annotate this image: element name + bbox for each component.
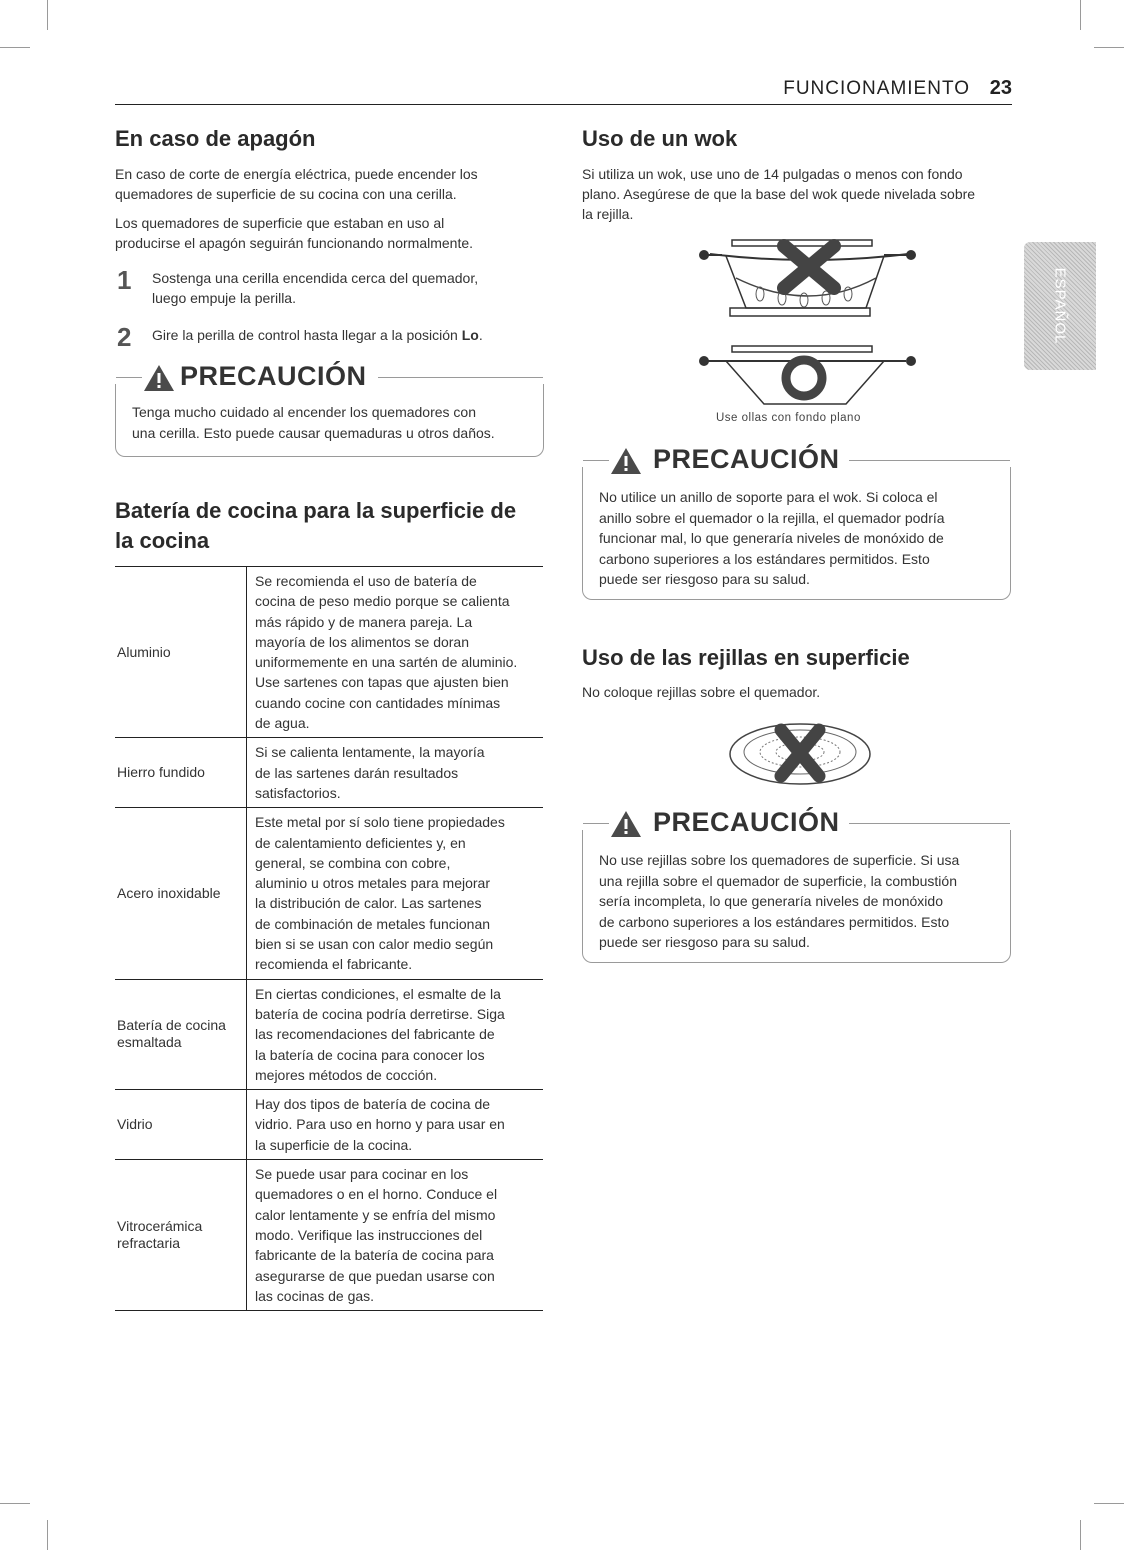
material-label-line: Aluminio bbox=[117, 643, 171, 660]
description-line: cocina de peso medio porque se calienta bbox=[255, 593, 510, 610]
step-text-end: . bbox=[478, 327, 483, 343]
description-line: la superficie de la cocina. bbox=[255, 1136, 413, 1153]
material-label bbox=[117, 1116, 153, 1133]
description-line: Se recomienda el uso de batería de bbox=[255, 573, 477, 589]
crop-mark bbox=[1080, 1520, 1081, 1550]
description-line: quemadores o en el horno. Conduce el bbox=[255, 1186, 498, 1203]
step-text-main: Gire la perilla de control hasta llegar a la posición bbox=[152, 327, 462, 343]
material-label bbox=[117, 885, 221, 902]
crop-mark bbox=[47, 0, 48, 30]
description-line: bien si se usan con calor medio según bbox=[255, 936, 494, 953]
description-line: general, se combina con cobre, bbox=[255, 854, 451, 871]
description-line: mejores métodos de cocción. bbox=[255, 1066, 438, 1083]
description-line: de combinación de metales funcionan bbox=[255, 915, 491, 932]
description-line: batería de cocina podría derretirse. Siga bbox=[255, 1005, 505, 1022]
cookware-title-line2: la cocina bbox=[115, 528, 210, 553]
description-line: las cocinas de gas. bbox=[255, 1287, 375, 1304]
table-cell-description bbox=[246, 1090, 543, 1159]
crop-mark bbox=[1094, 47, 1124, 48]
caution-text-line: anillo sobre el quemador o la rejilla, el quemador podría bbox=[599, 510, 945, 526]
crop-mark bbox=[1080, 0, 1081, 30]
table-cell-material bbox=[115, 808, 246, 978]
caution-header bbox=[116, 361, 543, 391]
wok-text-line2: plano. Asegúrese de que la base del wok quede nivelada sobre bbox=[582, 186, 976, 202]
description-line: vidrio. Para uso en horno y para usar en bbox=[255, 1116, 505, 1133]
crop-mark bbox=[0, 47, 30, 48]
power-outage-para1-line1: En caso de corte de energía eléctrica, puede encender los bbox=[115, 166, 478, 182]
caution-header bbox=[583, 444, 1010, 474]
table-cell-material bbox=[115, 1160, 246, 1310]
step-text bbox=[152, 325, 483, 345]
description-line: Se puede usar para cocinar en los bbox=[255, 1166, 469, 1183]
material-label bbox=[117, 764, 205, 781]
caution-rule bbox=[378, 377, 543, 378]
caution-text-line: No utilice un anillo de soporte para el wok. Si coloca el bbox=[599, 489, 938, 505]
description-line: Hay dos tipos de batería de cocina de bbox=[255, 1096, 491, 1113]
wok-title: Uso de un wok bbox=[582, 126, 738, 151]
warning-icon bbox=[610, 447, 642, 475]
cookware-title-line1: Batería de cocina para la superficie de bbox=[115, 498, 517, 523]
description-line: Si se calienta lentamente, la mayoría bbox=[255, 744, 485, 761]
material-label-line: Vidrio bbox=[117, 1116, 153, 1133]
caution-text-line: Tenga mucho cuidado al encender los quemadores con bbox=[132, 404, 477, 420]
table-cell-material bbox=[115, 567, 246, 737]
material-label-line: Acero inoxidable bbox=[117, 884, 221, 901]
caution-text-line: puede ser riesgoso para su salud. bbox=[599, 571, 810, 587]
description-line: asegurarse de que puedan usarse con bbox=[255, 1267, 495, 1284]
material-label-line: esmaltada bbox=[117, 1034, 182, 1051]
wok-text-line1: Si utiliza un wok, use uno de 14 pulgadas o menos con fondo bbox=[582, 166, 963, 182]
warning-icon bbox=[143, 364, 175, 392]
caution-rule bbox=[583, 460, 609, 461]
caution-rule bbox=[849, 460, 1010, 461]
caution-text-line: sería incompleta, lo que generaría niveles de monóxido bbox=[599, 893, 943, 909]
description-line: de agua. bbox=[255, 715, 310, 732]
material-label-line: Batería de cocina bbox=[117, 1017, 226, 1034]
caution-text-line: puede ser riesgoso para su salud. bbox=[599, 934, 810, 950]
crop-mark bbox=[1094, 1503, 1124, 1504]
grates-title: Uso de las rejillas en superficie bbox=[582, 645, 910, 670]
power-outage-para2-line1: Los quemadores de superficie que estaban en uso al bbox=[115, 215, 445, 231]
crop-mark bbox=[0, 1503, 30, 1504]
wok-flat-correct-illustration bbox=[696, 344, 922, 412]
description-line: modo. Verifique las instrucciones del bbox=[255, 1226, 483, 1243]
description-line: Este metal por sí solo tiene propiedades bbox=[255, 814, 505, 831]
material-label bbox=[117, 1218, 202, 1252]
step-text-line: Sostenga una cerilla encendida cerca del quemador, bbox=[152, 270, 479, 286]
table-cell-description bbox=[246, 808, 543, 978]
correct-o-icon bbox=[786, 360, 822, 396]
description-line: recomienda el fabricante. bbox=[255, 956, 413, 973]
table-row bbox=[115, 1159, 543, 1311]
caution-text-line: funcionar mal, lo que generaría niveles de monóxido de bbox=[599, 530, 944, 546]
step-number: 2 bbox=[117, 322, 132, 352]
crop-mark bbox=[47, 1520, 48, 1550]
description-line: En ciertas condiciones, el esmalte de la bbox=[255, 985, 501, 1002]
power-outage-para1-line2: quemadores de superficie de su cocina con una cerilla. bbox=[115, 186, 457, 202]
description-line: de calentamiento deficientes y, en bbox=[255, 834, 466, 851]
caution-text-line: una cerilla. Esto puede causar quemaduras u otros daños. bbox=[132, 425, 495, 441]
warning-icon bbox=[610, 810, 642, 838]
power-outage-para2-line2: producirse el apagón seguirán funcionando normalmente. bbox=[115, 235, 474, 251]
cookware-table bbox=[115, 566, 543, 1311]
material-label-line: Vitrocerámica bbox=[117, 1218, 203, 1235]
table-row bbox=[115, 737, 543, 807]
description-line: las recomendaciones del fabricante de bbox=[255, 1026, 495, 1043]
wok-caption: Use ollas con fondo plano bbox=[716, 412, 861, 424]
description-line: Use sartenes con tapas que ajusten bien bbox=[255, 674, 509, 691]
caution-header bbox=[583, 807, 1010, 837]
description-line: calor lentamente y se enfría del mismo bbox=[255, 1206, 496, 1223]
grates-text: No coloque rejillas sobre el quemador. bbox=[582, 684, 821, 700]
caution-text-line: de carbono superiores a los estándares permitidos. Esto bbox=[599, 914, 950, 930]
table-cell-description bbox=[246, 738, 543, 807]
power-outage-title: En caso de apagón bbox=[115, 126, 316, 151]
description-line: la batería de cocina para conocer los bbox=[255, 1046, 485, 1063]
description-line: uniformemente en una sartén de aluminio. bbox=[255, 654, 518, 671]
material-label bbox=[117, 1017, 226, 1051]
table-row bbox=[115, 566, 543, 737]
caution-box bbox=[115, 361, 544, 457]
caution-text-line: una rejilla sobre el quemador de superficie, la combustión bbox=[599, 873, 957, 889]
description-line: más rápido y de manera pareja. La bbox=[255, 613, 473, 630]
caution-rule bbox=[116, 377, 142, 378]
wok-text-line3: la rejilla. bbox=[582, 206, 634, 222]
description-line: de las sartenes darán resultados bbox=[255, 764, 459, 781]
caution-rule bbox=[583, 823, 609, 824]
table-row bbox=[115, 1089, 543, 1159]
caution-title: PRECAUCIÓN bbox=[653, 807, 840, 837]
table-cell-description bbox=[246, 980, 543, 1089]
table-row bbox=[115, 979, 543, 1089]
wok-ring-incorrect-illustration bbox=[696, 238, 922, 328]
caution-text-line: No use rejillas sobre los quemadores de superficie. Si usa bbox=[599, 852, 960, 868]
table-cell-material bbox=[115, 1090, 246, 1159]
language-tab bbox=[1024, 242, 1096, 370]
language-tab-label: ESPAÑOL bbox=[1051, 267, 1069, 345]
table-cell-material bbox=[115, 738, 246, 807]
step-text-bold: Lo bbox=[461, 327, 479, 343]
caution-title: PRECAUCIÓN bbox=[653, 444, 840, 474]
material-label-line: refractaria bbox=[117, 1235, 181, 1252]
material-label-line: Hierro fundido bbox=[117, 764, 205, 781]
caution-text-line: carbono superiores a los estándares permitidos. Esto bbox=[599, 551, 930, 567]
incorrect-x-icon bbox=[784, 246, 834, 288]
description-line: cuando cocine con cantidades mínimas bbox=[255, 694, 501, 711]
table-row bbox=[115, 807, 543, 978]
table-cell-description bbox=[246, 1160, 543, 1310]
description-line: aluminio u otros metales para mejorar bbox=[255, 875, 490, 892]
table-cell-description bbox=[246, 567, 543, 737]
section-title: FUNCIONAMIENTO bbox=[783, 78, 970, 99]
page-number: 23 bbox=[989, 77, 1012, 99]
caution-title: PRECAUCIÓN bbox=[180, 361, 367, 391]
page-header bbox=[115, 76, 1012, 105]
material-label bbox=[117, 644, 171, 661]
table-cell-material bbox=[115, 980, 246, 1089]
caution-box bbox=[582, 807, 1011, 963]
grate-on-burner-illustration bbox=[725, 716, 875, 788]
description-line: satisfactorios. bbox=[255, 784, 341, 801]
step-number: 1 bbox=[117, 265, 132, 295]
description-line: mayoría de los alimentos se doran bbox=[255, 633, 469, 650]
description-line: la distribución de calor. Las sartenes bbox=[255, 895, 482, 912]
step-text-line: luego empuje la perilla. bbox=[152, 290, 296, 306]
caution-box bbox=[582, 444, 1011, 600]
caution-rule bbox=[849, 823, 1010, 824]
description-line: fabricante de la batería de cocina para bbox=[255, 1247, 494, 1264]
